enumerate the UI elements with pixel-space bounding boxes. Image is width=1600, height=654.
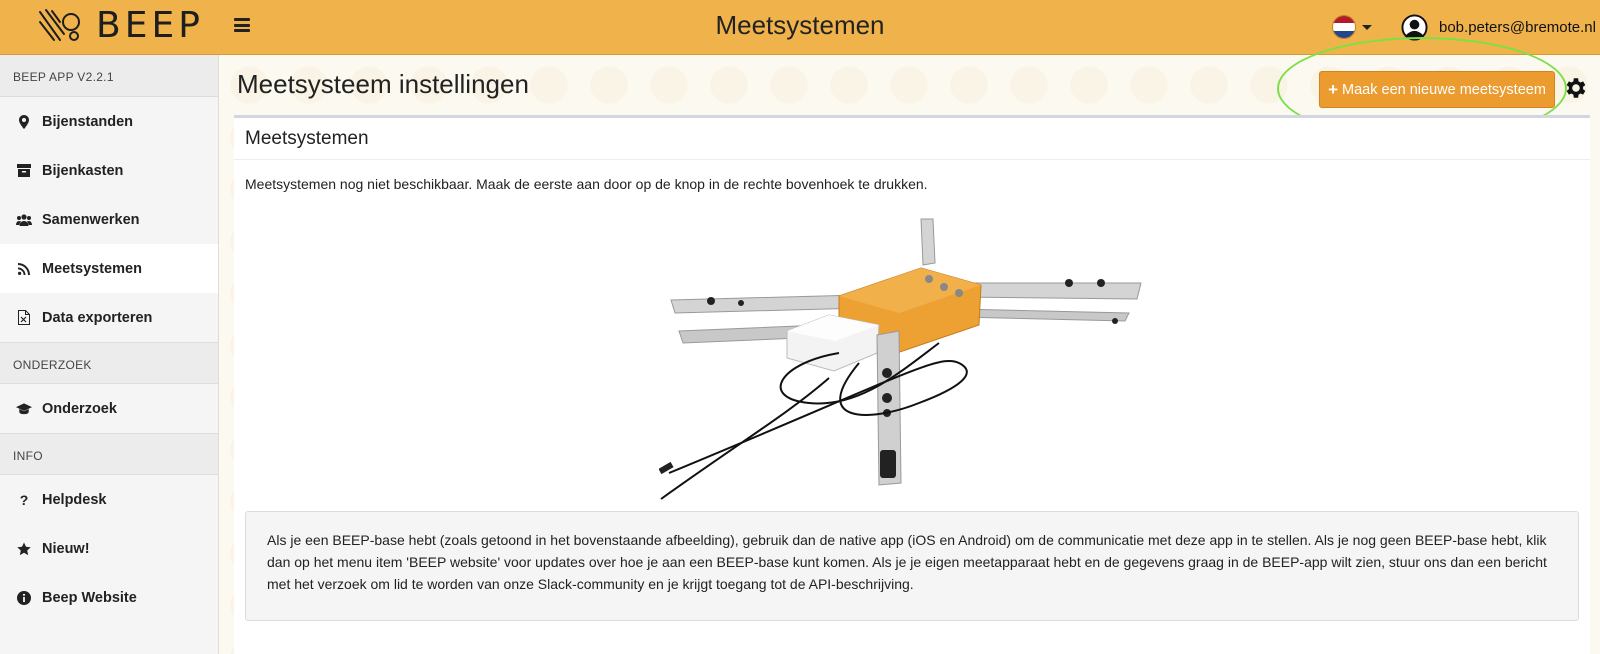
users-icon [16, 212, 32, 228]
section-header-info: INFO [0, 433, 218, 475]
excel-file-icon [16, 310, 32, 326]
menu-toggle-icon[interactable] [234, 18, 250, 32]
sidebar-item-meetsystemen[interactable] [0, 244, 218, 293]
map-marker-icon [16, 114, 32, 130]
sidebar-item-label: Samenwerken [42, 211, 140, 228]
app-version: BEEP APP V2.2.1 [0, 55, 218, 97]
sidebar-item-label: Nieuw! [42, 540, 90, 557]
language-selector[interactable] [1332, 15, 1372, 39]
info-box: Als je een BEEP-base hebt (zoals getoond in het bovenstaande afbeelding), gebruik dan de native app (iOS en Android) om de communicatie met deze app in te stellen. Als je nog geen BEEP-base hebt, klik dan op het menu item 'BEEP website' voor updates over hoe je aan een BEEP-base kunt komen. Als je je eigen meetapparaat hebt en de gegevens graag in de BEEP-app wilt zien, stuur ons dan een bericht met het verzoek om lid te worden van onze Slack-community en je krijgt toegang tot de API-beschrijving. [245, 511, 1579, 621]
flag-stripe-white [1333, 23, 1355, 30]
top-bar [0, 0, 1600, 55]
beep-base-device-image [659, 213, 1159, 503]
rss-icon [16, 261, 32, 277]
beep-logo[interactable] [38, 5, 204, 46]
user-menu[interactable] [1401, 14, 1596, 41]
dutch-flag-icon [1332, 15, 1356, 39]
user-email: bob.peters@bremote.nl [1439, 19, 1596, 36]
sidebar-item-helpdesk[interactable] [0, 475, 218, 524]
flag-stripe-blue [1333, 31, 1355, 38]
plus-icon: + [1328, 79, 1339, 99]
sidebar-item-onderzoek[interactable] [0, 384, 218, 433]
flag-stripe-red [1333, 16, 1355, 23]
question-icon: ? [19, 491, 29, 508]
new-button-label: Maak een nieuwe meetsysteem [1342, 81, 1546, 98]
logo-text: BEEP [96, 5, 204, 46]
panel-title: Meetsystemen [234, 118, 1590, 160]
gear-icon[interactable] [1562, 75, 1588, 101]
sidebar-item-label: Onderzoek [42, 400, 117, 417]
user-avatar-icon [1401, 14, 1428, 41]
sidebar-item-label: Bijenstanden [42, 113, 134, 130]
sidebar-item-label: Beep Website [42, 589, 137, 606]
page-title: Meetsysteem instellingen [237, 69, 529, 99]
sidebar-item-label: Helpdesk [42, 491, 107, 508]
sidebar-item-data-exporteren[interactable] [0, 293, 218, 342]
archive-icon [16, 163, 32, 179]
beep-logo-icon [38, 8, 86, 44]
measurement-systems-panel [234, 115, 1590, 654]
app-title: Meetsystemen [715, 10, 885, 40]
empty-state-text: Meetsystemen nog niet beschikbaar. Maak de eerste aan door op de knop in de rechte bovenhoek te drukken. [245, 176, 928, 192]
sidebar-item-bijenstanden[interactable] [0, 97, 218, 146]
sidebar-item-label: Meetsystemen [42, 260, 142, 277]
sidebar-item-bijenkasten[interactable] [0, 146, 218, 195]
section-header-onderzoek: ONDERZOEK [0, 342, 218, 384]
main-content [219, 55, 1600, 654]
sidebar [0, 55, 219, 654]
sidebar-item-beep-website[interactable] [0, 573, 218, 622]
star-icon [16, 541, 32, 557]
info-circle-icon [16, 590, 32, 606]
caret-down-icon [1362, 25, 1372, 30]
graduation-cap-icon [16, 401, 32, 417]
sidebar-item-samenwerken[interactable] [0, 195, 218, 244]
sidebar-item-nieuw[interactable] [0, 524, 218, 573]
new-measurement-system-button[interactable] [1319, 71, 1555, 108]
sidebar-item-label: Data exporteren [42, 309, 153, 326]
sidebar-item-label: Bijenkasten [42, 162, 124, 179]
